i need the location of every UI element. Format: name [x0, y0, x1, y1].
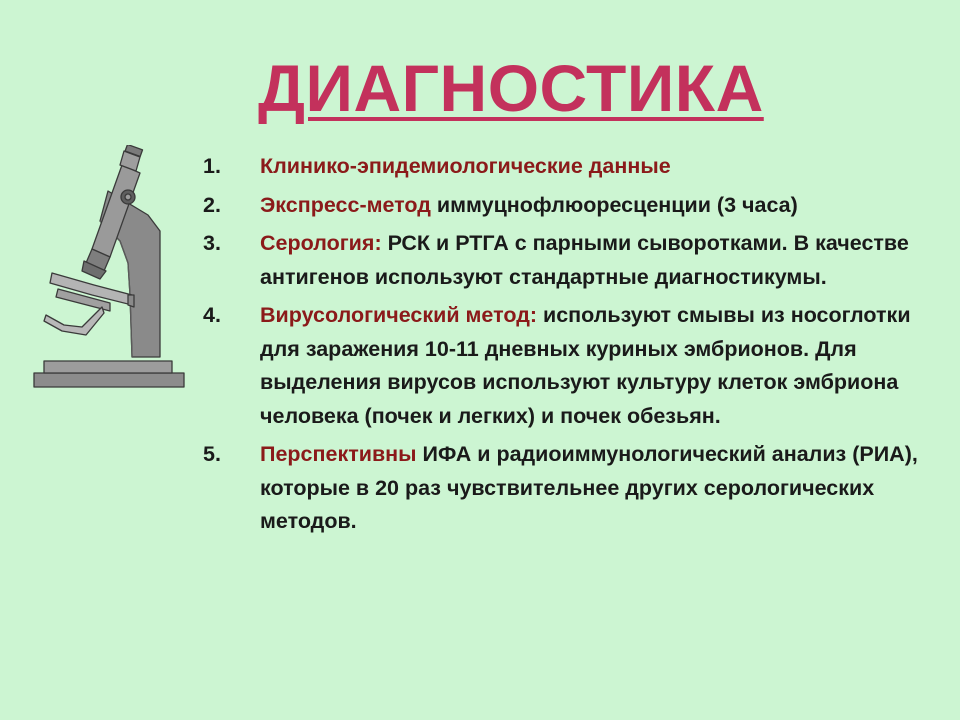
page-title: ДИАГНОСТИКА: [258, 51, 764, 125]
list-item: 4. Вирусологический метод: используют смывы из носоглотки для заражения 10-11 дневных куриных эмбрионов. Для выделения вирусов используют культуру клеток эмбриона человека (почек и легких) и почек обезьян.: [203, 303, 911, 428]
item-highlight: Экспресс-метод: [260, 192, 431, 217]
diagnostics-list: [203, 150, 938, 544]
list-item: 1. Клинико-эпидемиологические данные: [203, 154, 671, 178]
item-highlight: Серология:: [260, 231, 382, 255]
item-text: используют смывы из носоглотки для заражения 10-11 дневных куриных эмбрионов. Для выделения вирусов используют культуру клеток эмбриона человека (почек и легких) и почек обезьян.: [260, 303, 911, 428]
item-highlight: Перспективны: [260, 442, 417, 466]
microscope-icon: [30, 145, 190, 393]
item-text: РСК и РТГА с парными сыворотками. В качестве антигенов используют стандартные диагностикумы.: [260, 231, 909, 289]
list-item: 2. Экспресс-метод иммуцнофлюоресценции (3 часа): [203, 192, 798, 217]
item-highlight: Клинико-эпидемиологические данные: [260, 154, 671, 178]
list-item: 5. Перспективны ИФА и радиоиммунологический анализ (РИА), которые в 20 раз чувствительнее других серологических методов.: [203, 442, 918, 533]
item-text: ИФА и радиоиммунологический анализ (РИА), которые в 20 раз чувствительнее других серологических методов.: [260, 442, 918, 533]
list-item: 3. Серология: РСК и РТГА с парными сыворотками. В качестве антигенов используют стандартные диагностикумы.: [203, 231, 909, 289]
item-text: иммуцнофлюоресценции (3 часа): [430, 192, 798, 217]
item-highlight: Вирусологический метод:: [260, 303, 538, 327]
